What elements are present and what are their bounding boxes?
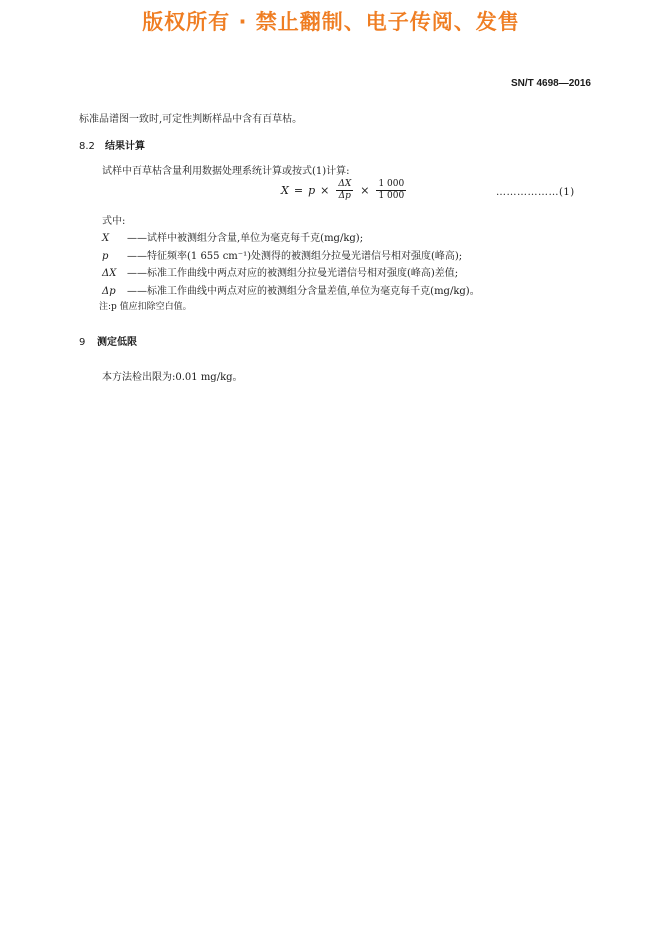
definition-symbol: ΔX <box>102 268 117 279</box>
definition-text: ——标准工作曲线中两点对应的被测组分拉曼光谱信号相对强度(峰高)差值; <box>127 268 459 279</box>
formula-equals: = <box>293 184 304 197</box>
formula-lhs: X <box>281 184 289 197</box>
fraction-denominator: Δp <box>338 191 351 201</box>
section-title: 测定低限 <box>97 337 137 348</box>
where-label: 式中: <box>102 216 126 227</box>
formula-p: p <box>308 184 316 197</box>
definition-text: ——特征频率(1 655 cm⁻¹)处测得的被测组分拉曼光谱信号相对强度(峰高); <box>127 251 463 262</box>
section-heading-8-2 <box>79 137 145 152</box>
copyright-banner: 版权所有 · 禁止翻制、电子传阅、发售 <box>142 10 520 34</box>
definition-row <box>102 282 480 297</box>
definition-text: ——标准工作曲线中两点对应的被测组分含量差值,单位为毫克每千克(mg/kg)。 <box>127 286 480 297</box>
definition-text: ——试样中被测组分含量,单位为毫克每千克(mg/kg); <box>127 233 364 244</box>
formula-fraction-scale <box>376 179 406 202</box>
fraction-denominator: 1 000 <box>378 191 405 201</box>
formula-times-1: × <box>320 184 330 197</box>
definition-row <box>102 247 462 262</box>
detection-limit: 本方法检出限为:0.01 mg/kg。 <box>102 372 243 383</box>
section-heading-9 <box>79 333 137 348</box>
definition-row <box>102 264 458 279</box>
fraction-numerator: ΔX <box>338 179 352 189</box>
formula <box>281 179 408 202</box>
definition-symbol: Δp <box>102 286 116 297</box>
equation-number: ………………(1) <box>496 187 575 198</box>
fraction-numerator: 1 000 <box>378 179 405 189</box>
definition-symbol: X <box>102 233 110 244</box>
standard-code: SN/T 4698—2016 <box>510 78 591 89</box>
calc-text: 试样中百草枯含量利用数据处理系统计算或按式(1)计算: <box>102 166 350 177</box>
section-number: 9 <box>79 337 86 348</box>
section-title: 结果计算 <box>105 141 145 152</box>
definition-symbol: p <box>102 251 109 262</box>
section-number: 8.2 <box>79 141 95 152</box>
formula-times-2: × <box>360 184 370 197</box>
formula-fraction-delta <box>336 179 353 202</box>
definition-row <box>102 229 363 244</box>
note: 注:p 值应扣除空白值。 <box>99 302 192 312</box>
intro-line: 标准品谱图一致时,可定性判断样品中含有百草枯。 <box>79 114 303 125</box>
